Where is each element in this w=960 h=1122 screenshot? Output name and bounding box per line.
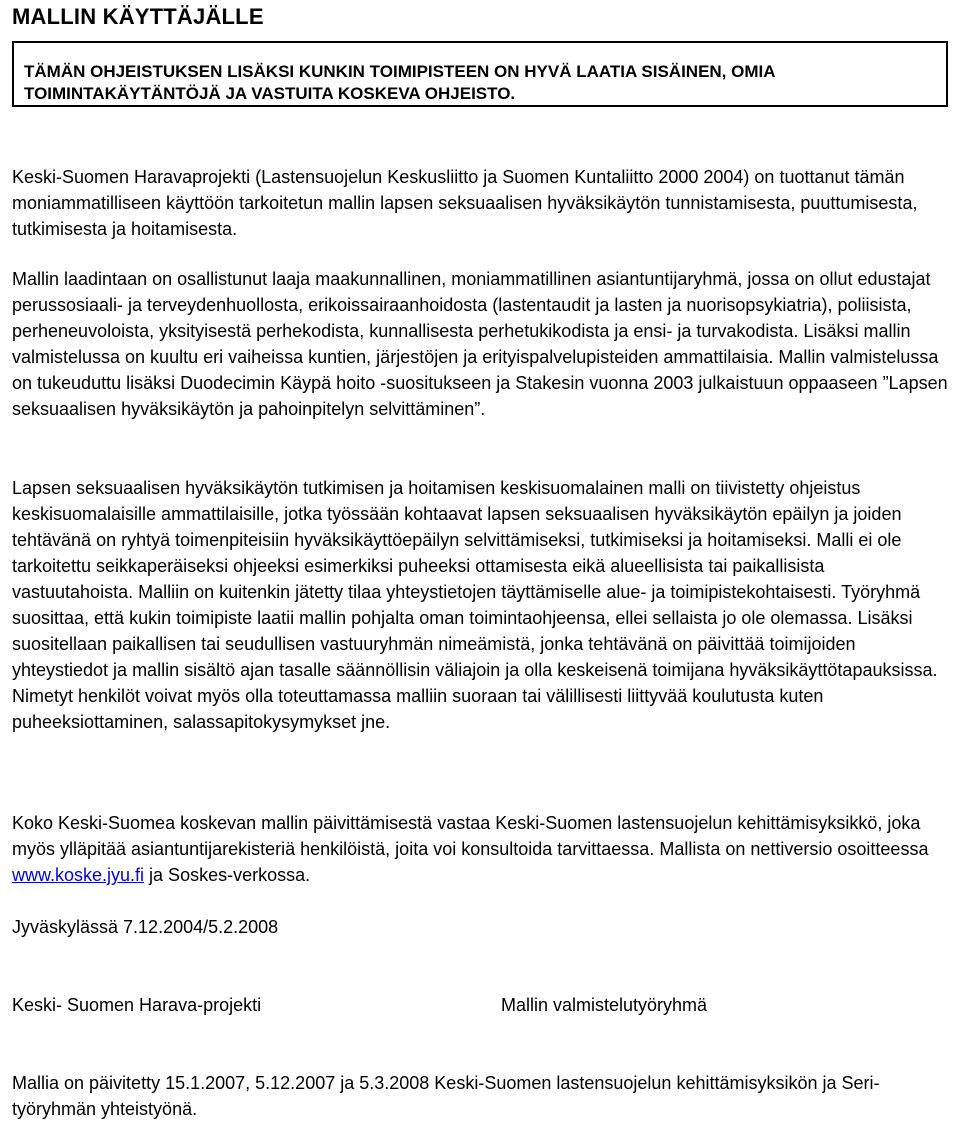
paragraph-maintenance-text: Koko Keski-Suomea koskevan mallin päivittämisestä vastaa Keski-Suomen lastensuojelun kehittämisyksikkö, joka myös ylläpitää asiantuntijarekisteriä henkilöistä, joita voi konsultoida tarvittaessa. Mallista on nettiversio osoitteessa: [12, 813, 929, 859]
signature-harava-project: Keski- Suomen Harava-projekti: [12, 995, 262, 1015]
paragraph-maintenance-tail: ja Soskes-verkossa.: [144, 865, 311, 885]
paragraph-participants: Mallin laadintaan on osallistunut laaja maakunnallinen, moniammatillinen asiantuntijaryhmä, jossa on ollut edustajat perussosiaali- ja terveydenhuollosta, erikoissairaanhoidosta (lastentaudit ja lasten ja nuorisopsykiatria), poliisista, perheneuvoloista, yksityisestä perhekodista, kunnallisesta perhetukikodista ja ensi- ja turvakodista. Lisäksi mallin valmistelussa on kuultu eri vaiheissa kuntien, järjestöjen ja erityispalvelupisteiden ammattilaisia. Mallin valmistelussa on tukeuduttu lisäksi Duodecimin Käypä hoito -suositukseen ja Stakesin vuonna 2003 julkaistuun oppaaseen ”Lapsen seksuaalisen hyväksikäytön ja pahoinpitelyn selvittäminen”.: [12, 269, 948, 419]
paragraph-intro: Keski-Suomen Haravaprojekti (Lastensuojelun Keskusliitto ja Suomen Kuntaliitto 2000 2004) on tuottanut tämän moniammatilliseen käyttöön tarkoitetun mallin lapsen seksuaalisen hyväksikäytön tunnistamisesta, puuttumisesta, tutkimisesta ja hoitamisesta.: [12, 167, 918, 239]
document-title: MALLIN KÄYTTÄJÄLLE: [12, 4, 264, 29]
update-note: Mallia on päivitetty 15.1.2007, 5.12.2007 ja 5.3.2008 Keski-Suomen lastensuojelun kehittämisyksikön ja Seri-työryhmän yhteistyönä.: [12, 1073, 880, 1119]
paragraph-model-description: Lapsen seksuaalisen hyväksikäytön tutkimisen ja hoitamisen keskisuomalainen malli on tiivistetty ohjeistus keskisuomalaisille ammattilaisille, jotka työssään kohtaavat lapsen seksuaalisen hyväksikäytön epäilyn ja joiden tehtävänä on ryhtyä toimenpiteisiin hyväksikäyttöepäilyn selvittämiseksi, tutkimiseksi ja hoitamiseksi. Malli ei ole tarkoitettu seikkaperäiseksi ohjeeksi esimerkiksi puheeksi ottamisesta eikä alueellisista tai paikallisista vastuutahoista. Malliin on kuitenkin jätetty tilaa yhteystietojen täyttämiselle alue- ja toimipistekohtaisesti. Työryhmä suosittaa, että kukin toimipiste laatii mallin pohjalta oman toimintaohjeensa, ellei sellaista jo ole olemassa. Lisäksi suositellaan paikallisen tai seudullisen vastuuryhmän nimeämistä, jonka tehtävänä on päivittää toimijoiden yhteystiedot ja mallin sisältö ajan tasalle säännöllisin väliajoin ja olla keskeisenä toimijana hyväksikäyttötapauksissa. Nimetyt henkilöt voivat myös olla toteuttamassa malliin suoraan tai välillisesti liittyvää koulutusta kuten puheeksiottaminen, salassapitokysymykset jne.: [12, 478, 938, 732]
date-line: Jyväskylässä 7.12.2004/5.2.2008: [12, 917, 279, 937]
signature-working-group: Mallin valmistelutyöryhmä: [501, 995, 708, 1015]
website-link[interactable]: www.koske.jyu.fi: [12, 865, 145, 885]
paragraph-maintenance: [12, 810, 948, 888]
notice-box: [12, 41, 948, 107]
notice-text: TÄMÄN OHJEISTUKSEN LISÄKSI KUNKIN TOIMIPISTEEN ON HYVÄ LAATIA SISÄINEN, OMIA TOIMINTAKÄYTÄNTÖJÄ JA VASTUITA KOSKEVA OHJEISTO.: [24, 62, 775, 103]
